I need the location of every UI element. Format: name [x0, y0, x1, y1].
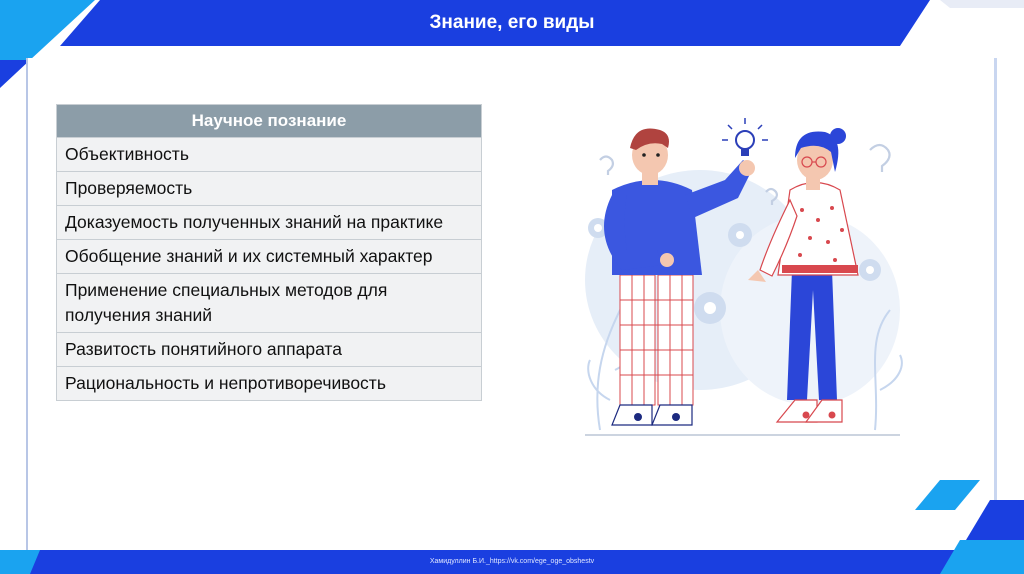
illustration-two-people [570, 110, 915, 445]
footer-edge-decoration [0, 540, 1024, 574]
table-row: Применение специальных методов для получения знаний [57, 274, 482, 333]
lightbulb-icon [722, 118, 768, 156]
knowledge-table [56, 104, 482, 401]
table-row: Обобщение знаний и их системный характер [57, 240, 482, 274]
table-row: Развитость понятийного аппарата [57, 333, 482, 367]
table-heading: Научное познание [57, 105, 482, 138]
page-title: Знание, его виды [429, 12, 595, 33]
table-row: Рациональность и непротиворечивость [57, 367, 482, 401]
table-row: Доказуемость полученных знаний на практике [57, 206, 482, 240]
table-row: Объективность [57, 138, 482, 172]
table-row: Проверяемость [57, 172, 482, 206]
footer-credit: Хамидуллин Б.И._https://vk.com/ege_oge_obshestv [429, 558, 595, 565]
